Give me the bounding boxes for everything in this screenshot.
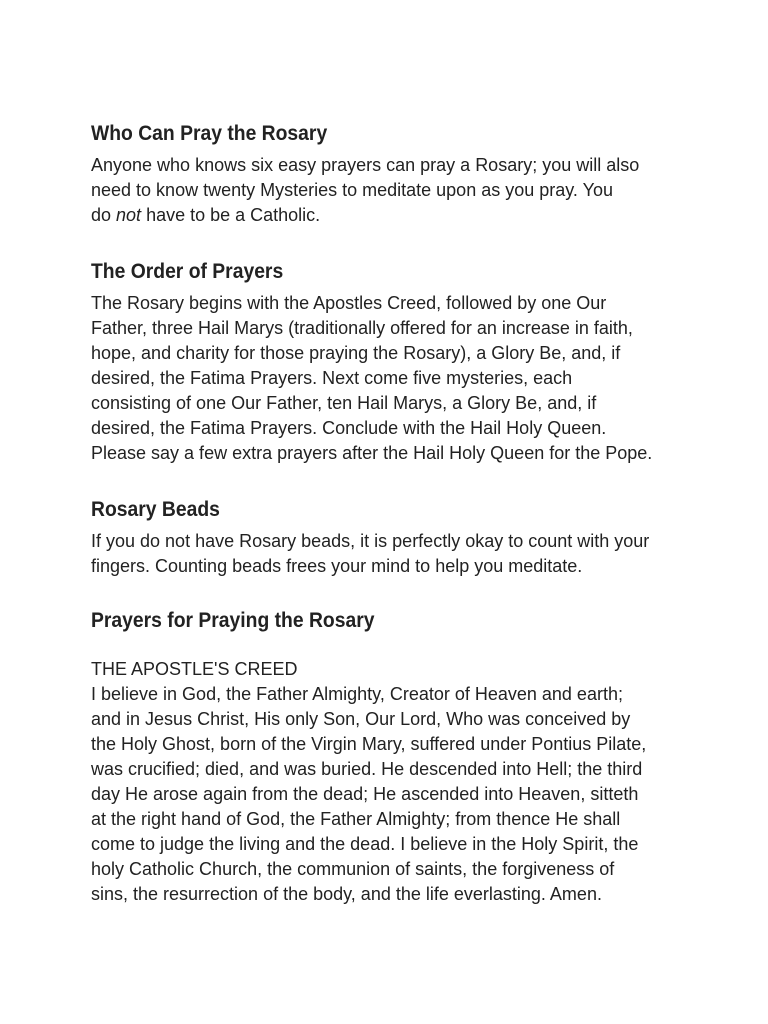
paragraph-rosary-beads <box>91 529 691 579</box>
text-line: was crucified; died, and was buried. He descended into Hell; the third <box>91 759 643 779</box>
creed-title <box>91 657 691 682</box>
text-line: desired, the Fatima Prayers. Conclude with the Hail Holy Queen. <box>91 418 607 438</box>
section-prayers-for-rosary <box>91 607 691 907</box>
text-line: fingers. Counting beads frees your mind to help you meditate. <box>91 556 583 576</box>
heading-who-can-pray: Who Can Pray the Rosary <box>91 122 328 145</box>
text-line: at the right hand of God, the Father Almighty; from thence He shall <box>91 809 621 829</box>
text-line: holy Catholic Church, the communion of saints, the forgiveness of <box>91 859 615 879</box>
emphasis-not: not <box>116 205 142 225</box>
text-line: If you do not have Rosary beads, it is perfectly okay to count with your <box>91 531 650 551</box>
heading-prayers-for-rosary: Prayers for Praying the Rosary <box>91 609 375 632</box>
text-segment: have to be a Catholic. <box>141 205 321 225</box>
paragraph-order-of-prayers <box>91 291 691 466</box>
text-line: day He arose again from the dead; He ascended into Heaven, sitteth <box>91 784 639 804</box>
paragraph-apostles-creed <box>91 682 691 907</box>
section-who-can-pray <box>91 120 691 228</box>
creed-title-text: THE APOSTLE'S CREED <box>91 659 298 679</box>
section-order-of-prayers <box>91 258 691 466</box>
heading-rosary-beads: Rosary Beads <box>91 498 220 521</box>
text-line: Anyone who knows six easy prayers can pray a Rosary; you will also <box>91 155 640 175</box>
text-line: desired, the Fatima Prayers. Next come five mysteries, each <box>91 368 573 388</box>
text-line: Father, three Hail Marys (traditionally offered for an increase in faith, <box>91 318 633 338</box>
text-line: hope, and charity for those praying the Rosary), a Glory Be, and, if <box>91 343 621 363</box>
text-line: come to judge the living and the dead. I believe in the Holy Spirit, the <box>91 834 639 854</box>
text-line: Please say a few extra prayers after the Hail Holy Queen for the Pope. <box>91 443 653 463</box>
text-line: and in Jesus Christ, His only Son, Our Lord, Who was conceived by <box>91 709 631 729</box>
text-line <box>91 203 691 228</box>
text-line: consisting of one Our Father, ten Hail Marys, a Glory Be, and, if <box>91 393 597 413</box>
text-segment: do <box>91 205 117 225</box>
text-line: sins, the resurrection of the body, and the life everlasting. Amen. <box>91 884 602 904</box>
text-line: need to know twenty Mysteries to meditate upon as you pray. You <box>91 180 613 200</box>
document-content <box>91 120 691 907</box>
text-line: I believe in God, the Father Almighty, Creator of Heaven and earth; <box>91 684 623 704</box>
paragraph-who-can-pray <box>91 153 691 228</box>
heading-order-of-prayers: The Order of Prayers <box>91 260 284 283</box>
text-line: the Holy Ghost, born of the Virgin Mary, suffered under Pontius Pilate, <box>91 734 647 754</box>
section-rosary-beads <box>91 496 691 579</box>
text-line: The Rosary begins with the Apostles Creed, followed by one Our <box>91 293 607 313</box>
